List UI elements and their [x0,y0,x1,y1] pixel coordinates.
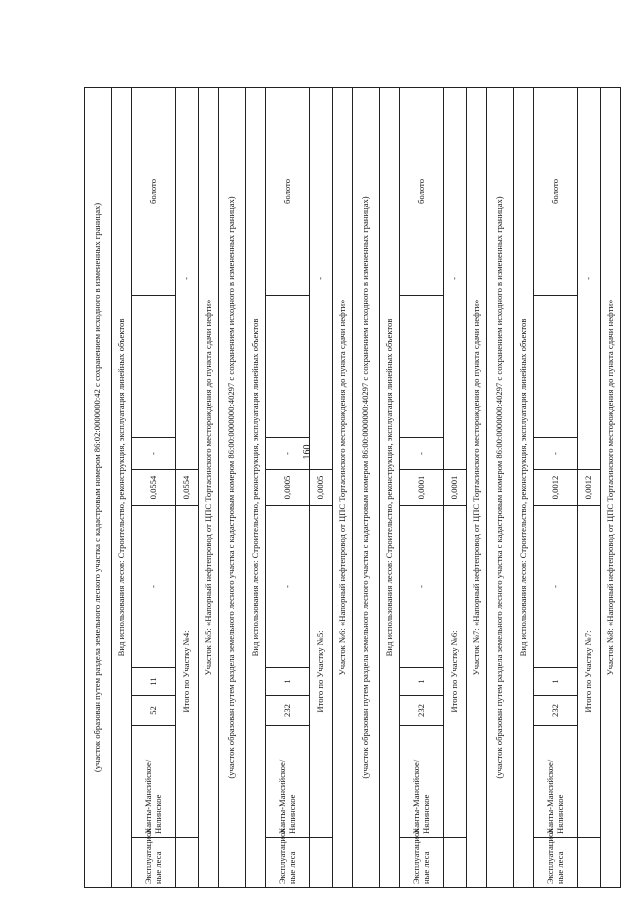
cell-value: - [534,438,578,470]
total-area: 0,0554 [176,470,199,506]
cell-value [266,296,310,438]
area-value: 0,0005 [266,470,310,506]
total-area: 0,0001 [444,470,467,506]
total-end: - [444,87,467,469]
total-area: 0,0012 [578,470,601,506]
allotment-number: 1 [266,668,310,696]
allotment-number: 1 [534,668,578,696]
forestry-name: Ханты-Мансийское/ Нялинское [132,726,176,838]
forestry-name: Ханты-Мансийское/ Нялинское [266,726,310,838]
total-row [578,87,601,887]
table-row [534,87,578,887]
total-label: Итого по Участку №5: [310,506,333,838]
area-value: 0,0001 [400,470,444,506]
cell-value: - [132,438,176,470]
usage-type: Вид использования лесов: Строительство, реконструкция, эксплуатация линейных объектов [514,87,534,887]
allotment-number: 1 [400,668,444,696]
land-type: болото [266,87,310,295]
section-title: Участок №5: «Напорный нефтепровод от ЦПС Тортасинского месторождения до пункта сдачи нефти» [199,87,219,887]
section-header: (участок образован путем раздела земельного лесного участка с кадастровым номером 86:00:0000000:40297 с сохранением исходного в измененных границах) [353,87,380,887]
forest-category: Эксплуатацион ные леса [266,838,310,888]
quarter-number: 52 [132,696,176,726]
table-row [266,87,310,887]
table-row [132,87,176,887]
cell-value: - [266,506,310,668]
cell-value: - [400,438,444,470]
section-header: (участок образован путем раздела земельного лесного участка с кадастровым номером 86:00:0000000:40297 с сохранением исходного в измененных границах) [219,87,246,887]
land-type: болото [132,87,176,295]
total-end: - [310,87,333,469]
forest-category: Эксплуатацион ные леса [534,838,578,888]
total-label: Итого по Участку №4: [176,506,199,838]
cell-value: - [400,506,444,668]
area-value: 0,0012 [534,470,578,506]
total-row [444,87,467,887]
forestry-name: Ханты-Мансийское/ Нялинское [400,726,444,838]
rotated-table-wrapper [84,88,615,888]
usage-type: Вид использования лесов: Строительство, реконструкция, эксплуатация линейных объектов [112,87,132,887]
section-title: Участок №6: «Напорный нефтепровод от ЦПС Тортасинского месторождения до пункта сдачи нефти» [333,87,353,887]
cell-value: - [266,438,310,470]
land-type: болото [534,87,578,295]
area-value: 0,0554 [132,470,176,506]
forest-category: Эксплуатацион ные леса [132,838,176,888]
section-header: (участок образован путем раздела земельного лесного участка с кадастровым номером 86:00:0000000:40297 с сохранением исходного в измененных границах) [487,87,514,887]
section-title: Участок №7: «Напорный нефтепровод от ЦПС Тортасинского месторождения до пункта сдачи нефти» [467,87,487,887]
section-title: Участок №8: «Напорный нефтепровод от ЦПС Тортасинского месторождения до пункта сдачи нефти» [601,87,621,887]
quarter-number: 232 [400,696,444,726]
total-end: - [176,87,199,469]
section-header: (участок образован путем раздела земельного лесного участка с кадастровым номером 86:02:0000000:42 с сохранением исходного в измененных границах) [85,87,112,887]
cell-value [534,296,578,438]
cell-value: - [132,506,176,668]
total-row [176,87,199,887]
quarter-number: 232 [266,696,310,726]
forest-plots-table [84,87,621,888]
table-row [400,87,444,887]
forestry-name: Ханты-Мансийское/ Нялинское [534,726,578,838]
total-label: Итого по Участку №7: [578,506,601,838]
allotment-number: 11 [132,668,176,696]
usage-type: Вид использования лесов: Строительство, реконструкция, эксплуатация линейных объектов [246,87,266,887]
page-number: 160 [302,444,313,460]
cell-value: - [534,506,578,668]
usage-type: Вид использования лесов: Строительство, реконструкция, эксплуатация линейных объектов [380,87,400,887]
total-row [310,87,333,887]
total-label: Итого по Участку №6: [444,506,467,838]
land-type: болото [400,87,444,295]
forest-category: Эксплуатацион ные леса [400,838,444,888]
total-end: - [578,87,601,469]
total-area: 0,0005 [310,470,333,506]
quarter-number: 232 [534,696,578,726]
cell-value [132,296,176,438]
cell-value [400,296,444,438]
